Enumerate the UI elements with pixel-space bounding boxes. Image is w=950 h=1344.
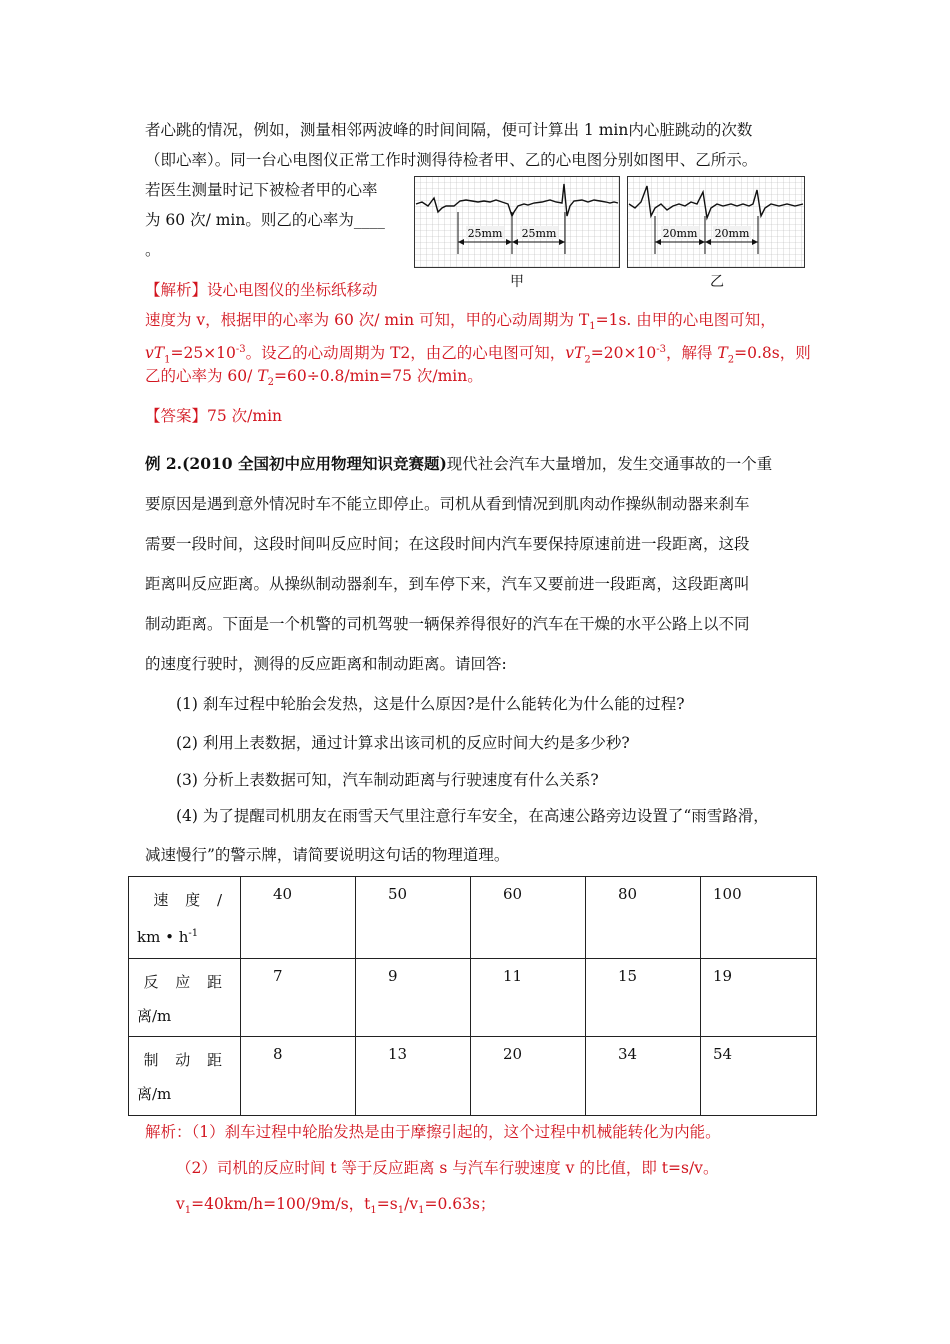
t2-var: T	[717, 344, 728, 363]
analysis1-line-4	[145, 366, 483, 393]
analysis2-line-2: （2）司机的反应时间 t 等于反应距离 s 与汽车行驶速度 v 的比值，即 t=s/v。	[176, 1159, 719, 1177]
analysis2-line-1: 解析：（1）刹车过程中轮胎发热是由于摩擦引起的，这个过程中机械能转化为内能。	[145, 1123, 721, 1141]
ecg-label-yi: 乙	[710, 274, 724, 290]
example2-line-4: 距离叫反应距离。从操纵制动器刹车，到车停下来，汽车又要前进一段距离，这段距离叫	[145, 575, 750, 593]
question-1: (1) 刹车过程中轮胎会发热，这是什么原因?是什么能转化为什么能的过程?	[176, 695, 685, 713]
vt2-sub: 2	[584, 354, 591, 366]
vt2-value: =20×10	[590, 344, 657, 363]
ecg-figure-yi	[627, 176, 805, 268]
table-cell: 20	[471, 1037, 586, 1116]
jia-span-1: 25mm	[467, 227, 503, 240]
vt2-var: vT	[565, 344, 585, 363]
intro-line-5: 。	[145, 241, 161, 259]
table-cell: 80	[586, 877, 701, 959]
table-cell: 11	[471, 958, 586, 1037]
s1-eq: =s	[376, 1195, 398, 1213]
yi-span-2: 20mm	[714, 227, 750, 240]
intro-line-3: 若医生测量时记下被检者甲的心率	[145, 181, 378, 199]
v1-var: v	[176, 1195, 185, 1213]
speed-header-exp: -1	[188, 928, 199, 939]
t2-sub: 2	[727, 354, 735, 366]
reaction-header-1: 反 应 距	[143, 972, 228, 991]
ecg-chart-jia	[414, 176, 620, 268]
ecg-figure-jia	[414, 176, 620, 268]
v1-sub-2: 1	[418, 1205, 425, 1217]
ecg-chart-yi	[627, 176, 805, 268]
ecg-label-jia: 甲	[510, 274, 524, 290]
table-cell: 15	[586, 958, 701, 1037]
braking-header-2: 离/m	[137, 1085, 172, 1104]
question-4-cont: 减速慢行”的警示牌，请简要说明这句话的物理道理。	[145, 846, 510, 864]
table-cell: 9	[356, 958, 471, 1037]
analysis1-line-4c: =60÷0.8/min=75 次/min。	[274, 367, 483, 385]
v1-sub: 1	[184, 1205, 192, 1217]
question-2: (2) 利用上表数据，通过计算求出该司机的反应时间大约是多少秒?	[176, 734, 630, 752]
vt1-value: =25×10	[170, 344, 236, 363]
answer1: 【答案】75 次/min	[145, 407, 283, 425]
example2-line-3: 需要一段时间，这段时间叫反应时间；在这段时间内汽车要保持原速前进一段距离，这段	[145, 535, 750, 553]
analysis1-line-3h: =0.8s，则	[734, 344, 811, 363]
table-cell: 13	[356, 1037, 471, 1116]
table-cell: 40	[241, 877, 356, 959]
v1-div: /v	[404, 1195, 419, 1213]
table-cell: 100	[701, 877, 817, 959]
row-header-speed	[129, 877, 241, 959]
v1-value: =40km/h=100/9m/s，t	[191, 1195, 371, 1213]
row-header-braking	[129, 1037, 241, 1116]
example2-label: 例 2.(2010 全国初中应用物理知识竞赛题)	[145, 454, 447, 473]
vt1-sub: 1	[164, 354, 171, 366]
vt1-var: vT	[145, 344, 165, 363]
table-cell: 34	[586, 1037, 701, 1116]
intro-line-2: （即心率）。同一台心电图仪正常工作时测得待检者甲、乙的心电图分别如图甲、乙所示。	[145, 151, 758, 169]
table-cell: 8	[241, 1037, 356, 1116]
table-cell: 7	[241, 958, 356, 1037]
intro-line-4: 为 60 次/ min。则乙的心率为____	[145, 211, 385, 229]
intro-line-1: 者心跳的情况，例如，测量相邻两波峰的时间间隔，便可计算出 1 min内心脏跳动的次数	[145, 121, 753, 139]
vt2-exp: -3	[656, 344, 666, 355]
speed-header-1: 速 度 /	[153, 891, 228, 909]
question-3: (3) 分析上表数据可知，汽车制动距离与行驶速度有什么关系?	[176, 771, 599, 789]
t1-sub: 1	[370, 1205, 377, 1217]
vt1-exp: -3	[235, 344, 246, 355]
analysis1-line-2	[145, 310, 776, 337]
analysis1-sub: 1	[589, 321, 596, 333]
table-row	[129, 1037, 817, 1116]
table-row	[129, 958, 817, 1037]
analysis1-line-4a: 乙的心率为 60/	[145, 367, 258, 385]
yi-span-1: 20mm	[662, 227, 698, 240]
example2-line-6: 的速度行驶时，测得的反应距离和制动距离。请回答:	[145, 655, 507, 673]
table-cell: 19	[701, 958, 817, 1037]
analysis1-line-2a: 速度为 v，根据甲的心率为 60 次/ min 可知，甲的心动周期为 T	[145, 311, 590, 329]
reaction-header-2: 离/m	[137, 1006, 172, 1025]
table-cell: 50	[356, 877, 471, 959]
example2-line-5: 制动距离。下面是一个机警的司机驾驶一辆保养得很好的汽车在干燥的水平公路上以不同	[145, 615, 750, 633]
t2-sub-2: 2	[267, 377, 275, 389]
example2-line-1-text: 现代社会汽车大量增加，发生交通事故的一个重	[446, 455, 773, 473]
table-cell: 60	[471, 877, 586, 959]
s1-sub: 1	[397, 1205, 405, 1217]
data-table	[128, 876, 817, 1116]
question-4: (4) 为了提醒司机朋友在雨雪天气里注意行车安全，在高速公路旁边设置了“雨雪路滑，	[176, 807, 769, 825]
analysis1-line-1: 【解析】设心电图仪的坐标纸移动	[145, 281, 378, 299]
table-cell: 54	[701, 1037, 817, 1116]
jia-span-2: 25mm	[521, 227, 557, 240]
example2-line-1	[145, 454, 772, 474]
t2-var-2: T	[257, 367, 268, 385]
speed-header-2: km • h	[137, 928, 189, 946]
analysis2-line-3	[176, 1194, 495, 1221]
braking-header-1: 制 动 距	[143, 1051, 228, 1070]
row-header-reaction	[129, 958, 241, 1037]
table-row	[129, 877, 817, 959]
t1-result: =0.63s；	[424, 1195, 496, 1213]
analysis1-line-3f: ，解得	[665, 344, 718, 363]
analysis1-line-2b: =1s. 由甲的心电图可知，	[595, 311, 776, 329]
analysis1-line-3c: 。设乙的心动周期为 T2，由乙的心电图可知，	[245, 344, 566, 363]
example2-line-2: 要原因是遇到意外情况时车不能立即停止。司机从看到情况到肌肉动作操纵制动器来刹车	[145, 495, 750, 513]
